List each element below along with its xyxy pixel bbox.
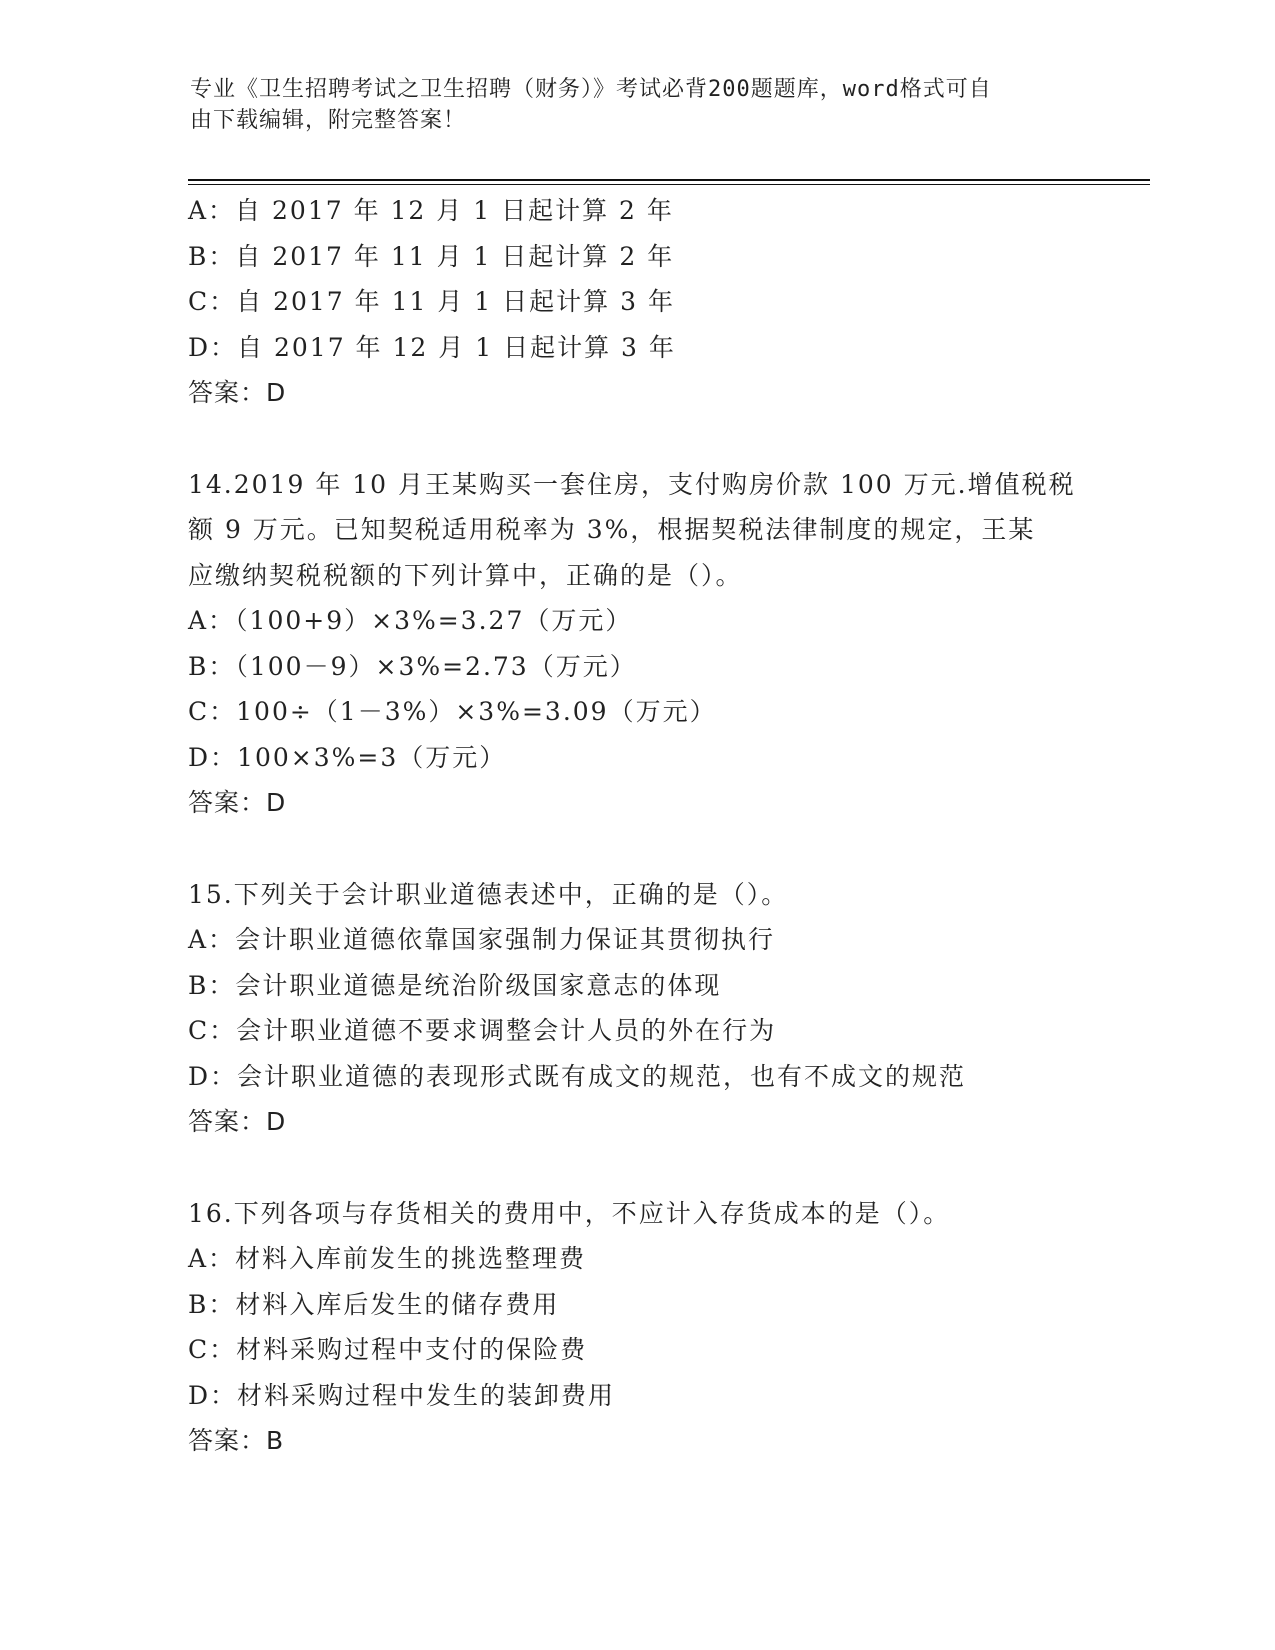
question-content bbox=[188, 188, 1088, 1464]
question-stem-line: 额 9 万元。已知契税适用税率为 3%，根据契税法律制度的规定，王某 bbox=[188, 515, 1036, 544]
answer-line: 答案：D bbox=[188, 788, 287, 817]
question-stem-line: 应缴纳契税税额的下列计算中，正确的是（）。 bbox=[188, 560, 743, 590]
option-d: D：会计职业道德的表现形式既有成文的规范，也有不成文的规范 bbox=[188, 1061, 967, 1091]
document-header bbox=[190, 74, 1090, 136]
option-c: C：会计职业道德不要求调整会计人员的外在行为 bbox=[188, 1016, 777, 1045]
option-b: B：自 2017 年 11 月 1 日起计算 2 年 bbox=[188, 241, 675, 271]
option-b: B：（100－9）×3%=2.73（万元） bbox=[188, 651, 637, 681]
option-d: D：自 2017 年 12 月 1 日起计算 3 年 bbox=[188, 332, 676, 362]
spacer bbox=[188, 826, 1088, 872]
option-d: D：100×3%=3（万元） bbox=[188, 742, 507, 772]
answer-line: 答案：D bbox=[188, 1107, 287, 1136]
spacer bbox=[188, 416, 1088, 462]
option-c: C：材料采购过程中支付的保险费 bbox=[188, 1335, 588, 1364]
question-stem-line: 14.2019 年 10 月王某购买一套住房，支付购房价款 100 万元.增值税税 bbox=[188, 469, 1076, 499]
option-a: A：材料入库前发生的挑选整理费 bbox=[188, 1244, 587, 1273]
option-b: B：材料入库后发生的储存费用 bbox=[188, 1289, 560, 1319]
question-13 bbox=[188, 188, 1088, 416]
option-b: B：会计职业道德是统治阶级国家意志的体现 bbox=[188, 970, 722, 1000]
option-d: D：材料采购过程中发生的装卸费用 bbox=[188, 1380, 616, 1410]
question-15 bbox=[188, 872, 1088, 1145]
answer-line: 答案：D bbox=[188, 378, 287, 407]
option-a: A：（100+9）×3%=3.27（万元） bbox=[188, 606, 633, 635]
header-divider-thin bbox=[188, 184, 1150, 185]
option-a: A：会计职业道德依靠国家强制力保证其贯彻执行 bbox=[188, 925, 776, 954]
spacer bbox=[188, 1145, 1088, 1191]
option-c: C：100÷（1－3%）×3%=3.09（万元） bbox=[188, 697, 717, 726]
option-c: C：自 2017 年 11 月 1 日起计算 3 年 bbox=[188, 287, 675, 316]
header-divider-thick bbox=[188, 179, 1150, 181]
header-line-2: 由下载编辑，附完整答案！ bbox=[190, 108, 467, 133]
question-16 bbox=[188, 1191, 1088, 1464]
question-stem-line: 15.下列关于会计职业道德表述中，正确的是（）。 bbox=[188, 879, 789, 909]
question-14 bbox=[188, 462, 1088, 826]
question-stem-line: 16.下列各项与存货相关的费用中，不应计入存货成本的是（）。 bbox=[188, 1198, 951, 1228]
option-a: A：自 2017 年 12 月 1 日起计算 2 年 bbox=[188, 196, 674, 225]
header-line-1: 专业《卫生招聘考试之卫生招聘（财务）》考试必背200题题库，word格式可自 bbox=[190, 77, 992, 102]
answer-line: 答案：B bbox=[188, 1426, 285, 1455]
